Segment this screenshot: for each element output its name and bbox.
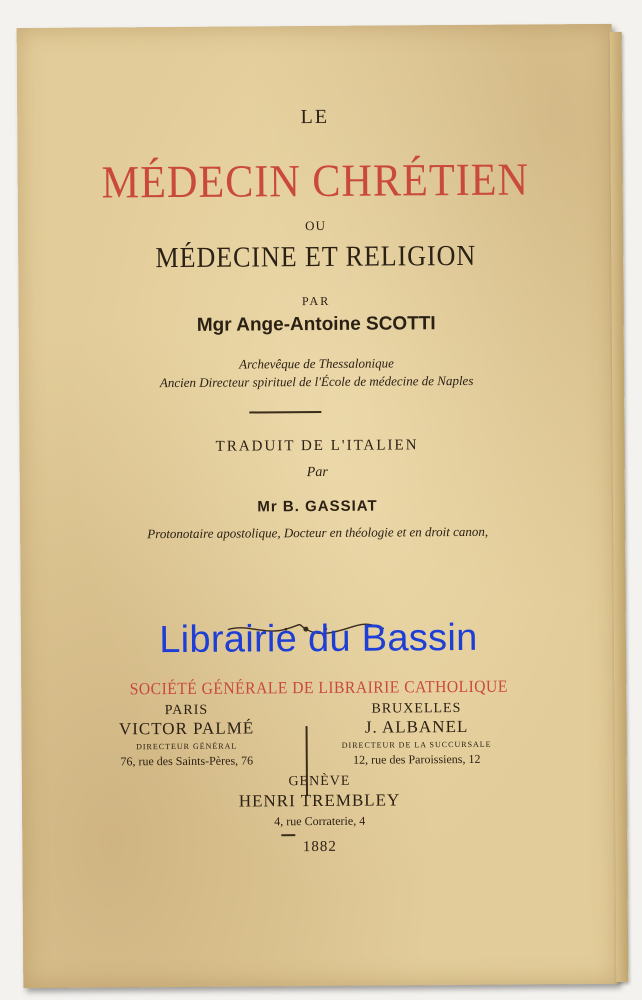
bruxelles-imprint bbox=[311, 701, 521, 768]
paris-city: PARIS bbox=[164, 702, 209, 719]
bruxelles-role: DIRECTEUR DE LA SUCCURSALE bbox=[341, 739, 492, 750]
book-subtitle: MÉDECINE ET RELIGION bbox=[155, 239, 477, 275]
author-role-1: Archevêque de Thessalonique bbox=[239, 355, 394, 372]
translator-line bbox=[20, 496, 615, 517]
book-title: MÉDECIN CHRÉTIEN bbox=[101, 153, 530, 208]
title-article: LE bbox=[300, 105, 330, 129]
geneve-publisher: HENRI TREMBLEY bbox=[238, 790, 401, 811]
paris-role: DIRECTEUR GÉNÉRAL bbox=[136, 741, 238, 752]
geneve-city: GENÈVE bbox=[288, 773, 351, 790]
geneve-address: 4, rue Corraterie, 4 bbox=[274, 813, 366, 829]
publisher-name: SOCIÉTÉ GÉNÉRALE DE LIBRAIRIE CATHOLIQUE bbox=[129, 676, 508, 699]
translator-prefix: Mr bbox=[257, 498, 278, 516]
paris-address: 76, rue des Saints-Pères, 76 bbox=[120, 753, 254, 769]
author-prefix: Mgr bbox=[196, 314, 232, 336]
divider-rule bbox=[249, 411, 321, 413]
publication-year: 1882 bbox=[302, 838, 337, 856]
bruxelles-publisher: J. ALBANEL bbox=[364, 716, 469, 737]
bruxelles-city: BRUXELLES bbox=[371, 701, 462, 717]
bruxelles-address: 12, rue des Paroissiens, 12 bbox=[353, 751, 481, 767]
author-name: Ange-Antoine SCOTTI bbox=[236, 313, 436, 336]
paris-publisher: VICTOR PALMÉ bbox=[118, 718, 255, 739]
by-label: PAR bbox=[301, 293, 331, 309]
translated-label: TRADUIT DE L'ITALIEN bbox=[215, 437, 419, 455]
paris-imprint bbox=[81, 702, 291, 769]
translator-by-label: Par bbox=[306, 464, 328, 481]
author-line bbox=[19, 312, 614, 338]
title-conjunction: OU bbox=[305, 217, 326, 234]
translator-role: Protonotaire apostolique, Docteur en théologie et en droit canon, bbox=[147, 523, 489, 542]
translator-name: B. GASSIAT bbox=[282, 497, 378, 516]
book-cover bbox=[17, 24, 619, 988]
bookseller-watermark: Librairie du Bassin bbox=[159, 616, 478, 662]
author-role-2: Ancien Directeur spirituel de l'École de médecine de Naples bbox=[159, 372, 474, 391]
year-rule bbox=[281, 834, 295, 836]
